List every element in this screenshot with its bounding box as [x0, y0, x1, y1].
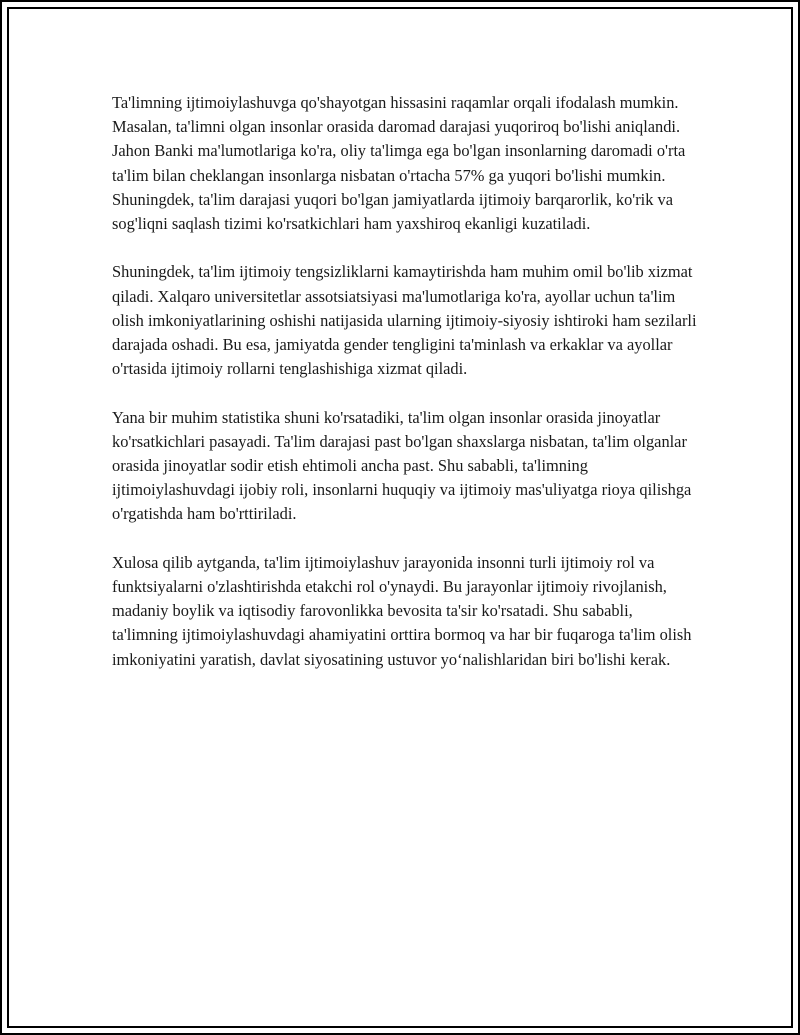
paragraph-2: Shuningdek, ta'lim ijtimoiy tengsizliklarni kamaytirishda ham muhim omil bo'lib xizmat qiladi. Xalqaro universitetlar assotsiatsiyasi ma'lumotlariga ko'ra, ayollar uchun ta'lim olish imkoniyatlarining oshishi natijasida ularning ijtimoiy-siyosiy ishtiroki ham sezilarli darajada oshadi. Bu esa, jamiyatda gender tengligini ta'minlash va erkaklar va ayollar o'rtasida ijtimoiy rollarni tenglashishiga xizmat qiladi.	[112, 262, 697, 379]
paragraph-1: Ta'limning ijtimoiylashuvga qo'shayotgan hissasini raqamlar orqali ifodalash mumkin. Masalan, ta'limni olgan insonlar orasida daromad darajasi yuqoriroq bo'lishi aniqlandi. Jahon Banki ma'lumotlariga ko'ra, oliy ta'limga ega bo'lgan insonlarning daromadi o'rta ta'lim bilan cheklangan insonlarga nisbatan o'rtacha 57% ga yuqori bo'lishi mumkin. Shuningdek, ta'lim darajasi yuqori bo'lgan jamiyatlarda ijtimoiy barqarorlik, ko'rik va sog'liqni saqlash tizimi ko'rsatkichlari ham yaxshiroq ekanligi kuzatiladi.	[112, 93, 686, 234]
document-body	[112, 91, 702, 672]
paragraph-3: Yana bir muhim statistika shuni ko'rsatadiki, ta'lim olgan insonlar orasida jinoyatlar ko'rsatkichlari pasayadi. Ta'lim darajasi past bo'lgan shaxslarga nisbatan, ta'lim olganlar orasida jinoyatlar sodir etish ehtimoli ancha past. Shu sababli, ta'limning ijtimoiylashuvdagi ijobiy roli, insonlarni huquqiy va ijtimoiy mas'uliyatga rioya qilishga o'rgatishda ham bo'rttiriladi.	[112, 407, 692, 524]
paragraph-4: Xulosa qilib aytganda, ta'lim ijtimoiylashuv jarayonida insonni turli ijtimoiy rol va funktsiyalarni o'zlashtirishda etakchi rol o'ynaydi. Bu jarayonlar ijtimoiy rivojlanish, madaniy boylik va iqtisodiy farovonlikka bevosita ta'sir ko'rsatadi. Shu sababli, ta'limning ijtimoiylashuvdagi ahamiyatini orttira bormoq va har bir fuqaroga ta'lim olish imkoniyatini yaratish, davlat siyosatining ustuvor yo‘nalishlaridan biri bo'lishi kerak.	[112, 552, 692, 669]
